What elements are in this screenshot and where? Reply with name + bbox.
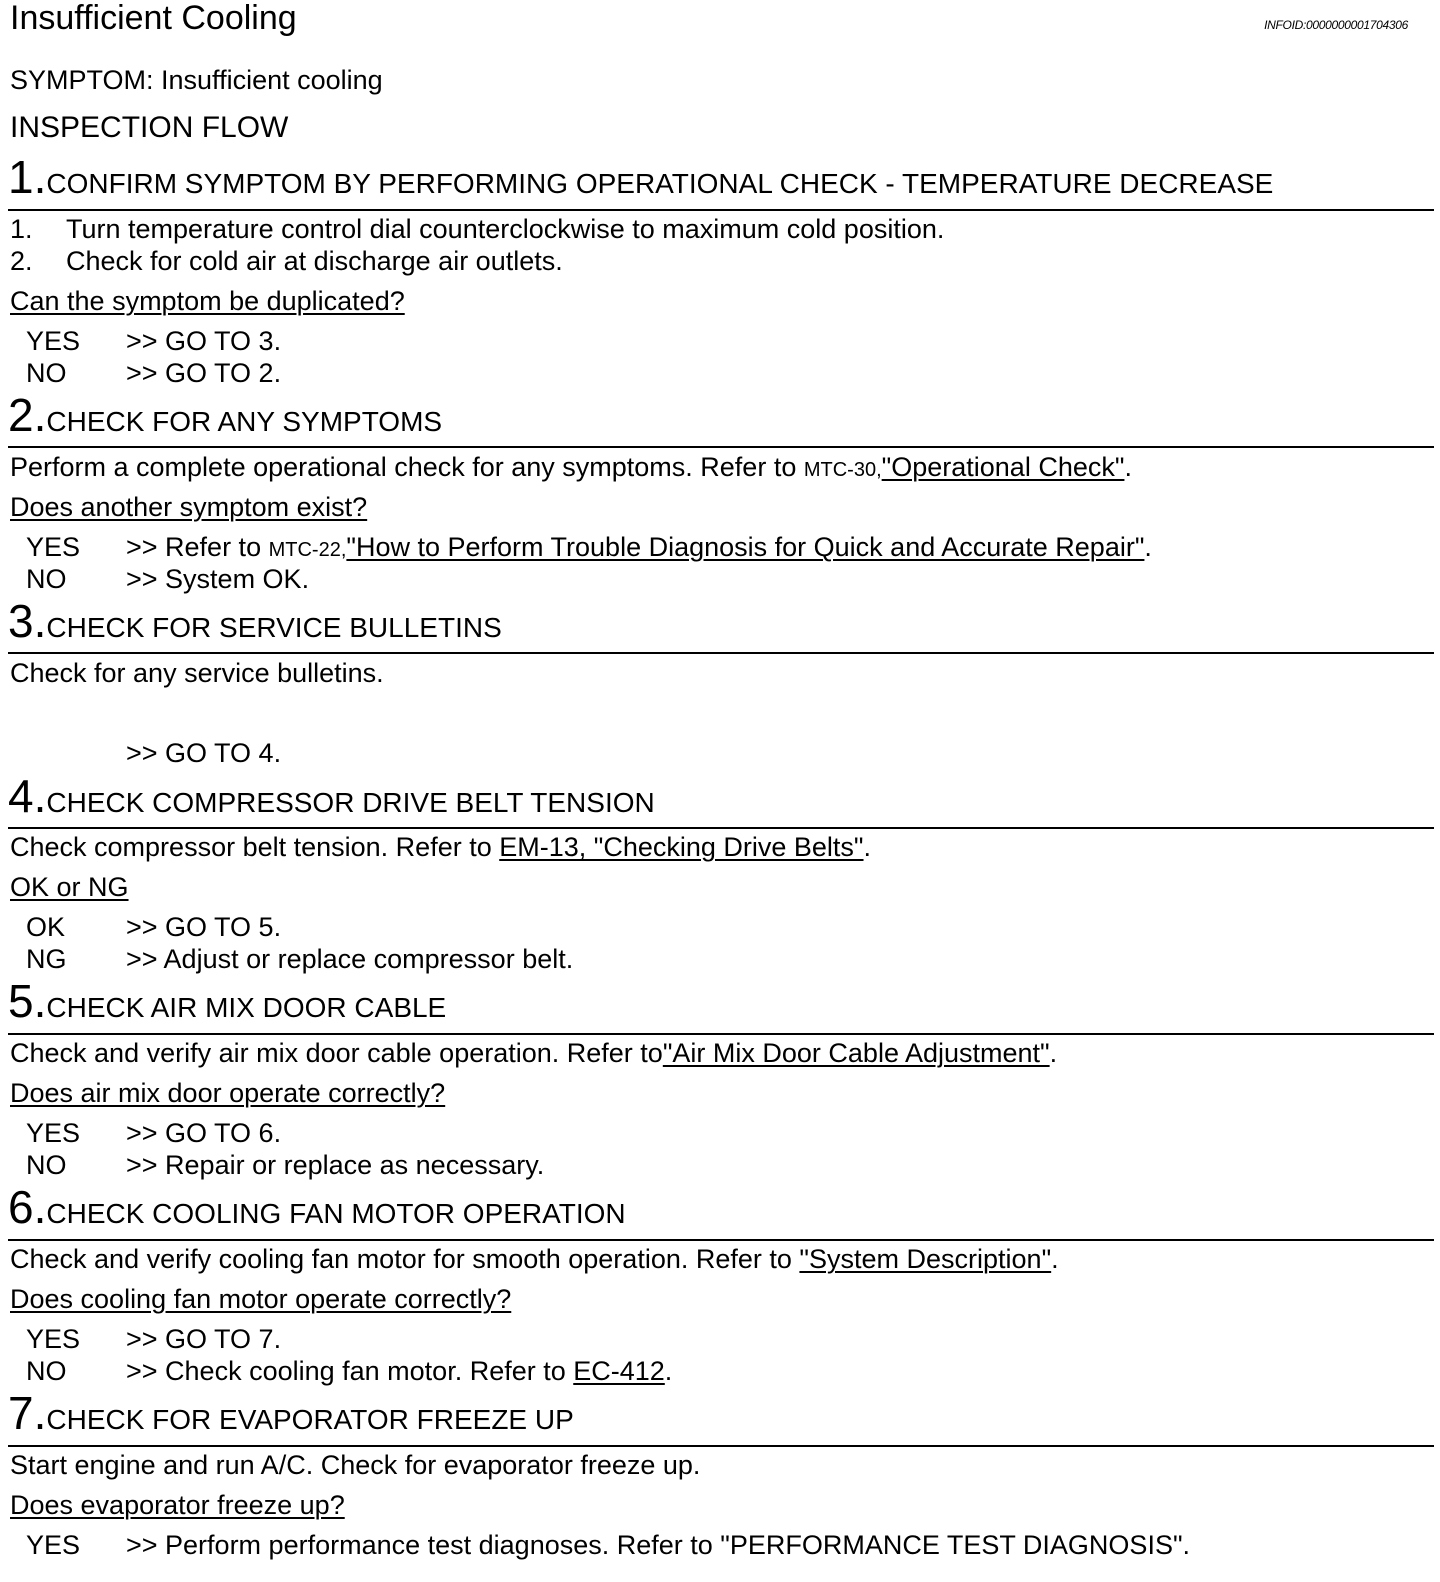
step-number: 2. (8, 389, 47, 441)
step-1-heading (8, 151, 1274, 207)
reference-link[interactable]: "Operational Check" (881, 452, 1125, 482)
inspection-flow-heading: INSPECTION FLOW (10, 111, 289, 144)
step-title: CHECK FOR SERVICE BULLETINS (46, 612, 502, 643)
info-id: INFOID:0000000001704306 (1264, 18, 1408, 32)
divider (8, 1239, 1434, 1241)
answer-row: YES >> GO TO 7. (26, 1324, 282, 1354)
divider (8, 827, 1434, 829)
step-number: 1. (8, 151, 47, 203)
answer-row: NO >> Repair or replace as necessary. (26, 1150, 545, 1180)
step-title: CHECK COOLING FAN MOTOR OPERATION (46, 1198, 626, 1229)
step-question: Can the symptom be duplicated? (10, 286, 405, 316)
answer-row: NO >> GO TO 2. (26, 358, 282, 388)
step-number: 5. (8, 975, 47, 1027)
step-body: Check and verify air mix door cable operation. Refer to"Air Mix Door Cable Adjustment". (10, 1038, 1058, 1068)
step-number: 6. (8, 1181, 47, 1233)
answer-row: YES >> GO TO 6. (26, 1118, 282, 1148)
step-body: Perform a complete operational check for any symptoms. Refer to MTC-30,"Operational Check". (10, 452, 1132, 482)
step-title: CHECK FOR EVAPORATOR FREEZE UP (46, 1404, 574, 1435)
step-title: CHECK COMPRESSOR DRIVE BELT TENSION (46, 787, 655, 818)
step-question: OK or NG (10, 872, 129, 902)
answer-row: NO >> System OK. (26, 564, 310, 594)
answer-row: YES >> Refer to MTC-22,"How to Perform Trouble Diagnosis for Quick and Accurate Repair". (26, 532, 1152, 562)
step-body: Check compressor belt tension. Refer to EM-13, "Checking Drive Belts". (10, 832, 872, 862)
step-title: CONFIRM SYMPTOM BY PERFORMING OPERATIONAL CHECK - TEMPERATURE DECREASE (46, 168, 1274, 199)
step-title: CHECK FOR ANY SYMPTOMS (46, 406, 443, 437)
answer-row: OK >> GO TO 5. (26, 912, 282, 942)
step-3-heading (8, 595, 502, 651)
step-number: 3. (8, 595, 47, 647)
divider (8, 446, 1434, 448)
step-5-heading (8, 975, 447, 1031)
divider (8, 209, 1434, 211)
answer-row: NG >> Adjust or replace compressor belt. (26, 944, 574, 974)
reference-link[interactable]: "How to Perform Trouble Diagnosis for Quick and Accurate Repair" (346, 532, 1145, 562)
step-7-heading (8, 1387, 574, 1443)
step-2-heading (8, 389, 443, 445)
reference-link[interactable]: "Air Mix Door Cable Adjustment" (662, 1038, 1050, 1068)
step-question: Does cooling fan motor operate correctly? (10, 1284, 512, 1314)
step-number: 7. (8, 1387, 47, 1439)
list-item: 2. Check for cold air at discharge air outlets. (10, 246, 563, 276)
symptom-line: SYMPTOM: Insufficient cooling (10, 65, 383, 95)
reference-link[interactable]: "System Description" (799, 1244, 1052, 1274)
step-body: Check and verify cooling fan motor for smooth operation. Refer to "System Description". (10, 1244, 1059, 1274)
step-body: Start engine and run A/C. Check for evaporator freeze up. (10, 1450, 701, 1480)
divider (8, 1445, 1434, 1447)
step-question: Does evaporator freeze up? (10, 1490, 345, 1520)
step-question: Does another symptom exist? (10, 492, 368, 522)
page-title: Insufficient Cooling (10, 0, 297, 37)
step-6-heading (8, 1181, 626, 1237)
step-question: Does air mix door operate correctly? (10, 1078, 446, 1108)
answer-row: YES >> Perform performance test diagnoses. Refer to "PERFORMANCE TEST DIAGNOSIS". (26, 1530, 1191, 1560)
step-title: CHECK AIR MIX DOOR CABLE (46, 992, 447, 1023)
list-item: 1. Turn temperature control dial counterclockwise to maximum cold position. (10, 214, 945, 244)
divider (8, 652, 1434, 654)
reference-link[interactable]: EM-13, "Checking Drive Belts" (499, 832, 864, 862)
divider (8, 1033, 1434, 1035)
answer-row: YES >> GO TO 3. (26, 326, 282, 356)
reference-link[interactable]: EC-412 (573, 1356, 665, 1386)
step-4-heading (8, 770, 655, 826)
step-body: Check for any service bulletins. (10, 658, 384, 688)
answer-row: >> GO TO 4. (126, 738, 282, 768)
answer-row: NO >> Check cooling fan motor. Refer to EC-412. (26, 1356, 673, 1386)
step-number: 4. (8, 770, 47, 822)
